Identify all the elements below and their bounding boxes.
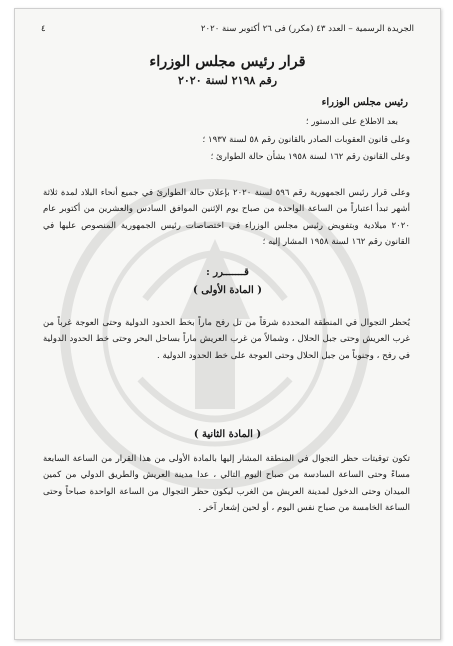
preamble-line: بعد الاطلاع على الدستور ؛ [305, 117, 398, 127]
preamble-line: وعلى القانون رقم ١٦٢ لسنة ١٩٥٨ بشأن حالة الطوارئ ؛ [210, 152, 410, 162]
page-number: ٤ [41, 24, 46, 34]
running-header-title: الجريدة الرسمية – العدد ٤٣ (مكرر) فى ٢٦ أكتوبر سنة ٢٠٢٠ [200, 24, 414, 34]
decree-title: قرار رئيس مجلس الوزراء [149, 53, 306, 70]
decides-heading: قـــــــرر : [206, 267, 249, 278]
preamble-line: وعلى قانون العقوبات الصادر بالقانون رقم ٥٨ لسنة ١٩٣٧ ؛ [202, 135, 410, 145]
article-2-heading: ( المادة الثانية ) [193, 429, 262, 440]
preamble-paragraph: وعلى قرار رئيس الجمهورية رقم ٥٩٦ لسنة ٢٠٢٠ بإعلان حالة الطوارئ في جميع أنحاء البلاد لمدة ثلاثة أشهر تبدأ اعتباراً من الساعة الواحدة من صباح يوم الإثنين الموافق السادس والعشرين من أكتوبر عام ٢٠٢٠ ميلادية وبتفويض رئيس مجلس الوزراء في اختصاصات رئيس الجمهورية المنصوص عليها في القانون رقم ١٦٢ لسنة ١٩٥٨ المشار إليه ؛ [43, 188, 410, 247]
decree-number: رقم ٢١٩٨ لسنة ٢٠٢٠ [177, 74, 278, 87]
issuer-heading: رئيس مجلس الوزراء [321, 97, 408, 108]
gazette-page [14, 8, 441, 640]
article-2-text: تكون توقيتات حظر التجوال في المنطقة المشار إليها بالمادة الأولى من هذا القرار من الساعة السابعة مساءً وحتى الساعة السادسة من صباح اليوم التالي ، عدا مدينة العريش والطريق الدولي من كمين الميدان وحتى الدخول لمدينة العريش من الغرب ليكون حظر التجوال من الساعة الواحدة صباحاً وحتى الساعة الخامسة من صباح نفس اليوم ، أو لحين إشعار آخر . [43, 454, 410, 513]
article-1-heading: ( المادة الأولى ) [193, 285, 262, 296]
running-header [41, 23, 414, 35]
article-1-text: يُحظر التجوال في المنطقة المحددة شرقاً من تل رفح ماراً بخط الحدود الدولية وحتى العوجة غرباً من غرب العريش وحتى جبل الحلال ، وشمالاً من غرب العريش ماراً بساحل البحر وحتى خط الحدود الدولية في رفح ، وجنوباً من جبل الحلال وحتى العوجة على خط الحدود الدولية . [43, 318, 410, 361]
